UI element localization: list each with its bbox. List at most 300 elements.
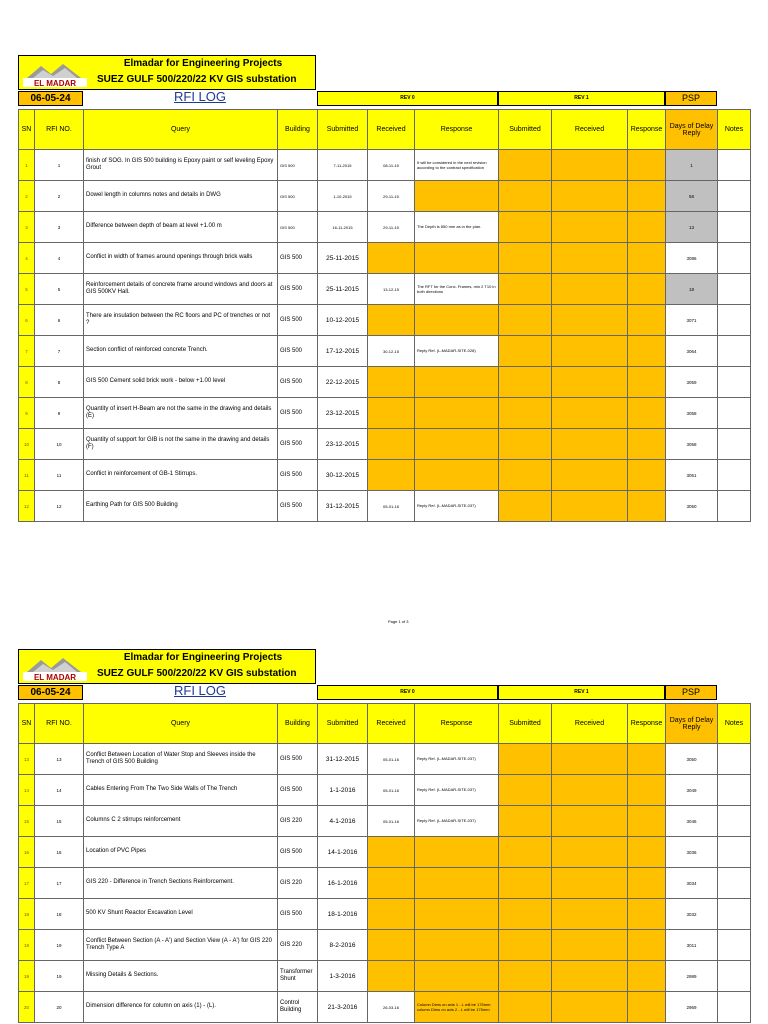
rev1-received-cell xyxy=(552,181,628,212)
elmadar-logo xyxy=(21,656,89,682)
submitted-cell: 14-1-2016 xyxy=(318,837,368,868)
report-date: 06-05-24 xyxy=(18,91,83,106)
rfi-number-cell: 20 xyxy=(35,992,84,1023)
rfi-number-cell: 19 xyxy=(35,930,84,961)
notes-cell xyxy=(718,150,751,181)
rev1-response-cell xyxy=(628,429,666,460)
col-received: Received xyxy=(368,110,415,150)
rfi-number-cell: 7 xyxy=(35,336,84,367)
table-row xyxy=(19,274,751,305)
response-cell xyxy=(415,460,499,491)
received-cell: 05-01-16 xyxy=(368,491,415,522)
query-cell: finish of SOG. In GIS 500 building is Epoxy paint or self leveling Epoxy Grout xyxy=(84,150,278,181)
rev1-response-cell xyxy=(628,491,666,522)
rev1-response-cell xyxy=(628,212,666,243)
col-submitted: Submitted xyxy=(318,110,368,150)
sn-cell: 7 xyxy=(19,336,35,367)
col-sn: SN xyxy=(19,110,35,150)
sn-cell: 8 xyxy=(19,367,35,398)
table-row xyxy=(19,305,751,336)
response-cell xyxy=(415,868,499,899)
rev1-received-cell xyxy=(552,837,628,868)
response-cell: Reply Ref. (L-MADAR-SITE-028) xyxy=(415,336,499,367)
col-building: Building xyxy=(278,110,318,150)
building-cell: GIS 500 xyxy=(278,367,318,398)
submitted-cell: 30-12-2015 xyxy=(318,460,368,491)
rev1-submitted-cell xyxy=(499,992,552,1023)
submitted-cell: 23-12-2015 xyxy=(318,398,368,429)
query-cell: Difference between depth of beam at level +1.00 m xyxy=(84,212,278,243)
days-delay-cell: 3050 xyxy=(666,491,718,522)
rfi-number-cell: 16 xyxy=(35,837,84,868)
rev1-submitted-cell xyxy=(499,243,552,274)
days-delay-cell: 3036 xyxy=(666,837,718,868)
psp-header: PSP xyxy=(665,91,717,106)
response-cell xyxy=(415,305,499,336)
col-rfi-no: RFI NO. xyxy=(35,704,84,744)
header-banner xyxy=(18,649,316,684)
rev1-response-cell xyxy=(628,150,666,181)
received-cell xyxy=(368,961,415,992)
submitted-cell: 31-12-2015 xyxy=(318,491,368,522)
response-cell xyxy=(415,930,499,961)
sn-cell: 9 xyxy=(19,398,35,429)
notes-cell xyxy=(718,460,751,491)
rfi-number-cell: 9 xyxy=(35,398,84,429)
query-cell: Columns C 2 stirrups reinforcement xyxy=(84,806,278,837)
notes-cell xyxy=(718,868,751,899)
days-delay-cell: 3049 xyxy=(666,775,718,806)
sn-cell: 19 xyxy=(19,961,35,992)
received-cell xyxy=(368,868,415,899)
rfi-log-page-2 xyxy=(18,649,750,1023)
notes-cell xyxy=(718,367,751,398)
days-delay-cell: 3059 xyxy=(666,367,718,398)
table-row xyxy=(19,961,751,992)
days-delay-cell: 18 xyxy=(666,274,718,305)
sn-cell: 4 xyxy=(19,243,35,274)
table-row xyxy=(19,868,751,899)
building-cell: GIS 500 xyxy=(278,305,318,336)
query-cell: Cables Entering From The Two Side Walls of The Trench xyxy=(84,775,278,806)
col-query: Query xyxy=(84,110,278,150)
rev1-submitted-cell xyxy=(499,398,552,429)
table-row xyxy=(19,243,751,274)
rev1-submitted-cell xyxy=(499,868,552,899)
submitted-cell: 23-12-2015 xyxy=(318,429,368,460)
building-cell: GIS 500 xyxy=(278,212,318,243)
rev1-response-cell xyxy=(628,181,666,212)
query-cell: Conflict in reinforcement of GB-1 Stirrups. xyxy=(84,460,278,491)
col-response: Response xyxy=(415,110,499,150)
col-response-rev1: Response xyxy=(628,110,666,150)
rfi-number-cell: 15 xyxy=(35,806,84,837)
rev1-submitted-cell xyxy=(499,961,552,992)
sn-cell: 16 xyxy=(19,837,35,868)
query-cell: Conflict Between Section (A - A') and Section View (A - A') for GIS 220 Trench Type A xyxy=(84,930,278,961)
submitted-cell: 16-1-2016 xyxy=(318,868,368,899)
rev1-received-cell xyxy=(552,460,628,491)
rev1-response-cell xyxy=(628,336,666,367)
notes-cell xyxy=(718,429,751,460)
col-submitted-rev1: Submitted xyxy=(499,704,552,744)
report-date: 06-05-24 xyxy=(18,685,83,700)
response-cell: Reply Ref. (L-MADAR-SITE-037) xyxy=(415,744,499,775)
building-cell: GIS 500 xyxy=(278,274,318,305)
col-response: Response xyxy=(415,704,499,744)
response-cell xyxy=(415,181,499,212)
rev1-submitted-cell xyxy=(499,181,552,212)
received-cell: 08-11-15 xyxy=(368,150,415,181)
days-delay-cell: 3011 xyxy=(666,930,718,961)
notes-cell xyxy=(718,305,751,336)
notes-cell xyxy=(718,775,751,806)
col-received: Received xyxy=(368,704,415,744)
received-cell xyxy=(368,460,415,491)
response-cell xyxy=(415,837,499,868)
sn-cell: 12 xyxy=(19,491,35,522)
notes-cell xyxy=(718,336,751,367)
response-cell xyxy=(415,899,499,930)
rev1-received-cell xyxy=(552,806,628,837)
rev1-received-cell xyxy=(552,961,628,992)
notes-cell xyxy=(718,744,751,775)
days-delay-cell: 3051 xyxy=(666,460,718,491)
submitted-cell: 7-11-2015 xyxy=(318,150,368,181)
rev1-header: REV 1 xyxy=(498,91,665,106)
rev1-response-cell xyxy=(628,961,666,992)
col-submitted-rev1: Submitted xyxy=(499,110,552,150)
rfi-number-cell: 13 xyxy=(35,744,84,775)
building-cell: GIS 500 xyxy=(278,744,318,775)
rev1-received-cell xyxy=(552,150,628,181)
table-header-row xyxy=(19,110,751,150)
rfi-number-cell: 10 xyxy=(35,429,84,460)
building-cell: GIS 500 xyxy=(278,429,318,460)
svg-text:EL MADAR: EL MADAR xyxy=(33,673,77,682)
days-delay-cell: 3058 xyxy=(666,429,718,460)
notes-cell xyxy=(718,837,751,868)
building-cell: GIS 500 xyxy=(278,775,318,806)
sn-cell: 17 xyxy=(19,868,35,899)
response-cell: Reply Ref. (L-MADAR-SITE-037) xyxy=(415,491,499,522)
rev1-header: REV 1 xyxy=(498,685,665,700)
response-cell xyxy=(415,243,499,274)
received-cell: 05-01-16 xyxy=(368,775,415,806)
rev1-response-cell xyxy=(628,305,666,336)
query-cell: Section conflict of reinforced concrete Trench. xyxy=(84,336,278,367)
header-banner xyxy=(18,55,316,90)
table-row xyxy=(19,212,751,243)
rev1-received-cell xyxy=(552,930,628,961)
rev1-submitted-cell xyxy=(499,305,552,336)
response-cell xyxy=(415,367,499,398)
rev0-header: REV 0 xyxy=(317,685,498,700)
sn-cell: 3 xyxy=(19,212,35,243)
rfi-number-cell: 17 xyxy=(35,868,84,899)
rev1-submitted-cell xyxy=(499,429,552,460)
rev1-received-cell xyxy=(552,992,628,1023)
rfi-number-cell: 19 xyxy=(35,961,84,992)
table-row xyxy=(19,775,751,806)
table-row xyxy=(19,181,751,212)
sn-cell: 13 xyxy=(19,744,35,775)
company-name: Elmadar for Engineering Projects xyxy=(123,58,283,69)
col-rfi-no: RFI NO. xyxy=(35,110,84,150)
submitted-cell: 25-11-2015 xyxy=(318,243,368,274)
col-submitted: Submitted xyxy=(318,704,368,744)
page-title: RFI LOG xyxy=(174,683,227,698)
psp-header: PSP xyxy=(665,685,717,700)
response-cell: The RFT for the Conc. Frames, min 2 T10 in both directions xyxy=(415,274,499,305)
rev1-response-cell xyxy=(628,992,666,1023)
rev1-submitted-cell xyxy=(499,491,552,522)
building-cell: Transformer Shunt xyxy=(278,961,318,992)
rev1-received-cell xyxy=(552,243,628,274)
days-delay-cell: 3034 xyxy=(666,868,718,899)
submitted-cell: 31-12-2015 xyxy=(318,744,368,775)
submitted-cell: 10-12-2015 xyxy=(318,305,368,336)
col-days-delay: Days of Delay Reply xyxy=(666,704,718,744)
submitted-cell: 25-11-2015 xyxy=(318,274,368,305)
notes-cell xyxy=(718,398,751,429)
rev1-response-cell xyxy=(628,868,666,899)
rev1-received-cell xyxy=(552,868,628,899)
query-cell: GIS 220 - Difference in Trench Sections Reinforcement. xyxy=(84,868,278,899)
building-cell: GIS 500 xyxy=(278,150,318,181)
col-notes: Notes xyxy=(718,704,751,744)
rev1-received-cell xyxy=(552,775,628,806)
building-cell: GIS 500 xyxy=(278,181,318,212)
rev1-submitted-cell xyxy=(499,150,552,181)
sn-cell: 10 xyxy=(19,429,35,460)
received-cell: 30-12-15 xyxy=(368,336,415,367)
days-delay-cell: 13 xyxy=(666,212,718,243)
table-row xyxy=(19,930,751,961)
rev1-received-cell xyxy=(552,367,628,398)
building-cell: GIS 220 xyxy=(278,868,318,899)
title-row xyxy=(18,91,750,107)
sn-cell: 18 xyxy=(19,899,35,930)
rev1-submitted-cell xyxy=(499,336,552,367)
rev1-received-cell xyxy=(552,744,628,775)
col-notes: Notes xyxy=(718,110,751,150)
notes-cell xyxy=(718,899,751,930)
received-cell: 05-01-16 xyxy=(368,806,415,837)
rev1-received-cell xyxy=(552,305,628,336)
query-cell: GIS 500 Cement solid brick work - below +1.00 level xyxy=(84,367,278,398)
project-name: SUEZ GULF 500/220/22 KV GIS substation xyxy=(97,74,297,85)
notes-cell xyxy=(718,491,751,522)
days-delay-cell: 3086 xyxy=(666,243,718,274)
notes-cell xyxy=(718,243,751,274)
table-row xyxy=(19,992,751,1023)
query-cell: Location of PVC Pipes xyxy=(84,837,278,868)
days-delay-cell: 2989 xyxy=(666,961,718,992)
received-cell: 13-12-15 xyxy=(368,274,415,305)
building-cell: GIS 500 xyxy=(278,491,318,522)
elmadar-logo xyxy=(21,62,89,88)
table-row xyxy=(19,398,751,429)
query-cell: Earthing Path for GIS 500 Building xyxy=(84,491,278,522)
table-row xyxy=(19,491,751,522)
received-cell: 26-03-16 xyxy=(368,992,415,1023)
response-cell xyxy=(415,429,499,460)
days-delay-cell: 3046 xyxy=(666,806,718,837)
rev1-response-cell xyxy=(628,274,666,305)
table-row xyxy=(19,367,751,398)
days-delay-cell: 1 xyxy=(666,150,718,181)
rfi-log-page-1 xyxy=(18,55,750,624)
rev1-submitted-cell xyxy=(499,274,552,305)
notes-cell xyxy=(718,930,751,961)
days-delay-cell: 3064 xyxy=(666,336,718,367)
rfi-number-cell: 12 xyxy=(35,491,84,522)
rfi-number-cell: 6 xyxy=(35,305,84,336)
col-received-rev1: Received xyxy=(552,110,628,150)
sn-cell: 2 xyxy=(19,181,35,212)
rev1-received-cell xyxy=(552,429,628,460)
received-cell xyxy=(368,899,415,930)
sn-cell: 11 xyxy=(19,460,35,491)
table-row xyxy=(19,899,751,930)
rev1-response-cell xyxy=(628,367,666,398)
rev1-submitted-cell xyxy=(499,744,552,775)
rfi-table xyxy=(18,109,751,522)
days-delay-cell: 2969 xyxy=(666,992,718,1023)
submitted-cell: 4-1-2016 xyxy=(318,806,368,837)
col-query: Query xyxy=(84,704,278,744)
query-cell: Quantity of support for GIB is not the same in the drawing and details (F) xyxy=(84,429,278,460)
rev1-submitted-cell xyxy=(499,837,552,868)
submitted-cell: 21-3-2016 xyxy=(318,992,368,1023)
sn-cell: 15 xyxy=(19,806,35,837)
rev1-response-cell xyxy=(628,398,666,429)
rfi-number-cell: 1 xyxy=(35,150,84,181)
rfi-number-cell: 3 xyxy=(35,212,84,243)
rfi-number-cell: 18 xyxy=(35,899,84,930)
svg-text:EL MADAR: EL MADAR xyxy=(33,79,77,88)
rev1-response-cell xyxy=(628,806,666,837)
table-row xyxy=(19,837,751,868)
building-cell: GIS 500 xyxy=(278,398,318,429)
building-cell: GIS 500 xyxy=(278,460,318,491)
received-cell: 29-11-15 xyxy=(368,181,415,212)
days-delay-cell: 58 xyxy=(666,181,718,212)
rev1-received-cell xyxy=(552,336,628,367)
response-cell: Column Dims on axis 1 - L will be 175mm column Dims on axis 2 - L will be 175mm xyxy=(415,992,499,1023)
received-cell: 05-01-16 xyxy=(368,744,415,775)
notes-cell xyxy=(718,274,751,305)
rev1-received-cell xyxy=(552,491,628,522)
rev1-submitted-cell xyxy=(499,460,552,491)
submitted-cell: 22-12-2015 xyxy=(318,367,368,398)
rev1-submitted-cell xyxy=(499,212,552,243)
rev1-response-cell xyxy=(628,460,666,491)
company-name: Elmadar for Engineering Projects xyxy=(123,652,283,663)
response-cell: It will be considered in the next revision according to the contract specification xyxy=(415,150,499,181)
sn-cell: 6 xyxy=(19,305,35,336)
days-delay-cell: 3032 xyxy=(666,899,718,930)
rev1-received-cell xyxy=(552,398,628,429)
rev0-header: REV 0 xyxy=(317,91,498,106)
days-delay-cell: 3050 xyxy=(666,744,718,775)
query-cell: There are insulation between the RC floors and PC of trenches or not ? xyxy=(84,305,278,336)
rev1-response-cell xyxy=(628,899,666,930)
query-cell: Dowel length in columns notes and details in DWG xyxy=(84,181,278,212)
days-delay-cell: 3058 xyxy=(666,398,718,429)
notes-cell xyxy=(718,806,751,837)
received-cell xyxy=(368,305,415,336)
rev1-received-cell xyxy=(552,899,628,930)
table-row xyxy=(19,460,751,491)
submitted-cell: 1-3-2016 xyxy=(318,961,368,992)
received-cell xyxy=(368,837,415,868)
submitted-cell: 17-12-2015 xyxy=(318,336,368,367)
notes-cell xyxy=(718,992,751,1023)
rev1-response-cell xyxy=(628,837,666,868)
table-row xyxy=(19,744,751,775)
rfi-number-cell: 2 xyxy=(35,181,84,212)
table-row xyxy=(19,429,751,460)
query-cell: Conflict Between Location of Water Stop and Sleeves inside the Trench of GIS 500 Building xyxy=(84,744,278,775)
response-cell: The Depth is 850 mm as in the plan. xyxy=(415,212,499,243)
received-cell xyxy=(368,367,415,398)
query-cell: Reinforcement details of concrete frame around windows and doors at GIS 500KV Hall. xyxy=(84,274,278,305)
page-title: RFI LOG xyxy=(174,89,227,104)
sn-cell: 20 xyxy=(19,992,35,1023)
days-delay-cell: 3071 xyxy=(666,305,718,336)
response-cell xyxy=(415,961,499,992)
col-sn: SN xyxy=(19,704,35,744)
sn-cell: 14 xyxy=(19,775,35,806)
building-cell: GIS 500 xyxy=(278,243,318,274)
query-cell: Missing Details & Sections. xyxy=(84,961,278,992)
response-cell: Reply Ref. (L-MADAR-SITE-037) xyxy=(415,775,499,806)
building-cell: GIS 220 xyxy=(278,930,318,961)
query-cell: Dimension difference for column on axis (1) - (L). xyxy=(84,992,278,1023)
rfi-table xyxy=(18,703,751,1023)
rev1-response-cell xyxy=(628,775,666,806)
rev1-received-cell xyxy=(552,212,628,243)
response-cell xyxy=(415,398,499,429)
rev1-submitted-cell xyxy=(499,899,552,930)
table-row xyxy=(19,336,751,367)
table-row xyxy=(19,150,751,181)
query-cell: Conflict in width of frames around openings through brick walls xyxy=(84,243,278,274)
submitted-cell: 1-1-2016 xyxy=(318,775,368,806)
rfi-number-cell: 14 xyxy=(35,775,84,806)
received-cell xyxy=(368,398,415,429)
submitted-cell: 1-10-2015 xyxy=(318,181,368,212)
building-cell: GIS 500 xyxy=(278,899,318,930)
received-cell xyxy=(368,243,415,274)
sn-cell: 5 xyxy=(19,274,35,305)
received-cell xyxy=(368,429,415,460)
submitted-cell: 16-11-2015 xyxy=(318,212,368,243)
rev1-received-cell xyxy=(552,274,628,305)
query-cell: Quantity of insert H-Beam are not the same in the drawing and details (E) xyxy=(84,398,278,429)
building-cell: GIS 220 xyxy=(278,806,318,837)
rev1-submitted-cell xyxy=(499,930,552,961)
query-cell: 500 KV Shunt Reactor Excavation Level xyxy=(84,899,278,930)
rfi-number-cell: 5 xyxy=(35,274,84,305)
rev1-response-cell xyxy=(628,744,666,775)
table-row xyxy=(19,806,751,837)
table-header-row xyxy=(19,704,751,744)
notes-cell xyxy=(718,181,751,212)
submitted-cell: 18-1-2016 xyxy=(318,899,368,930)
